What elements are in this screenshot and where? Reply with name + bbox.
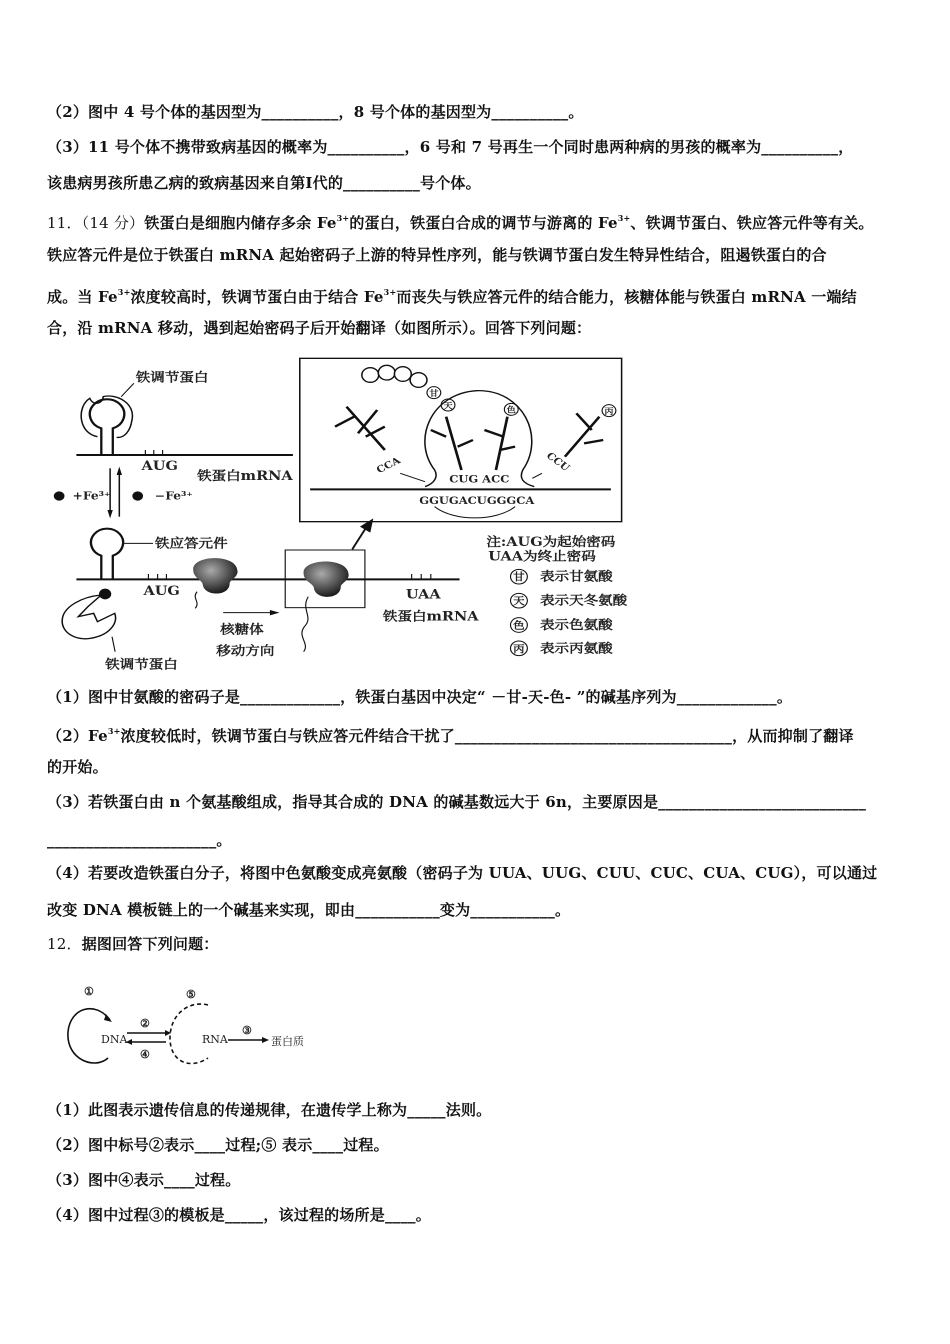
- superscript: 3+: [383, 287, 397, 297]
- legend-symbol: 天: [513, 595, 525, 608]
- anticodons-mid: CUG ACC: [449, 473, 510, 486]
- text-segment: 成。当 Fe: [47, 288, 118, 306]
- label-mrna-bottom: 铁蛋白mRNA: [382, 609, 479, 625]
- text-line: [47, 934, 219, 954]
- label-aug-top: AUG: [141, 458, 178, 474]
- label-1: ①: [84, 985, 94, 998]
- trna-right: [565, 413, 603, 456]
- text-segment: 的开始。: [47, 758, 108, 776]
- superscript: 3+: [336, 213, 350, 223]
- text-line: [47, 102, 584, 122]
- legend-text: 表示甘氨酸: [540, 569, 613, 585]
- text-segment: 11．（14 分）: [47, 214, 145, 232]
- superscript: 3+: [107, 726, 121, 736]
- ire-stem-loop-top: [90, 399, 124, 455]
- text-line: [47, 137, 853, 157]
- text-segment: 、铁调节蛋白、铁应答元件等有关。: [630, 214, 874, 232]
- label-4: ④: [140, 1048, 150, 1061]
- label-2: ②: [140, 1017, 150, 1030]
- trna-mid-1: [431, 417, 473, 470]
- note-start-codon: 注:AUG为起始密码: [486, 534, 616, 550]
- fe-ion-dot: [54, 491, 65, 500]
- text-segment: （4）图中过程③的模板是_____，该过程的场所是____。: [47, 1206, 431, 1224]
- text-line: [47, 687, 792, 707]
- text-segment: （4）若要改造铁蛋白分子，将图中色氨酸变成亮氨酸（密码子为 UUA、UUG、CUU、CUC、CUA、CUG），可以通过: [47, 864, 878, 882]
- text-segment: （2）图中 4 号个体的基因型为__________，8 号个体的基因型为__________。: [47, 103, 584, 121]
- label-uaa: UAA: [405, 587, 441, 603]
- text-line: [47, 173, 481, 193]
- aa-trp-label: 色: [506, 406, 516, 416]
- label-ribosome: 核糖体: [220, 622, 264, 638]
- legend-symbol: 丙: [513, 643, 525, 656]
- text-line: [47, 1170, 240, 1190]
- text-segment: 而丧失与铁应答元件的结合能力，核糖体能与铁蛋白 mRNA 一端结: [396, 288, 857, 306]
- text-segment: （2）图中标号②表示____过程;⑤ 表示____过程。: [47, 1136, 389, 1154]
- legend-symbol: 甘: [513, 571, 525, 584]
- text-segment: （1）图中甘氨酸的密码子是_____________，铁蛋白基因中决定“ －甘-天-色- ”的碱基序列为_____________。: [47, 688, 793, 706]
- text-line: [47, 245, 827, 265]
- text-line: [47, 1205, 431, 1225]
- inset-mrna-sequence: GGUGACUGGGCA: [419, 494, 535, 507]
- text-segment: 浓度较高时，铁调节蛋白由于结合 Fe: [130, 288, 384, 306]
- text-segment: 改变 DNA 模板链上的一个碱基来实现，即由___________变为___________。: [47, 901, 571, 919]
- polypeptide-chain: [362, 365, 427, 387]
- label-aug-bottom: AUG: [143, 583, 180, 599]
- text-line: [47, 1100, 491, 1120]
- text-line: [47, 863, 877, 883]
- fe-ion-dot: [132, 491, 143, 500]
- superscript: 3+: [117, 287, 131, 297]
- text-segment: 的蛋白，铁蛋白合成的调节与游离的 Fe: [349, 214, 618, 232]
- legend: [512, 569, 628, 656]
- text-segment: 该患病男孩所患乙病的致病基因来自第Ⅰ代的__________号个体。: [47, 174, 481, 192]
- ribosome-1: [193, 558, 237, 593]
- superscript: 3+: [617, 213, 631, 223]
- anticodon-right: CCU: [543, 450, 572, 474]
- ribosome-2: [304, 561, 349, 596]
- anticodon-left: CCA: [374, 455, 403, 476]
- text-segment: 浓度较低时，铁调节蛋白与铁应答元件结合干扰了____________________________________，从而抑制了翻译: [120, 727, 854, 745]
- label-plus-fe: +Fe³⁺: [72, 489, 111, 503]
- text-line: [47, 830, 232, 850]
- text-segment: （3）若铁蛋白由 n 个氨基酸组成，指导其合成的 DNA 的碱基数远大于 6n，主要原因是___________________________: [47, 793, 867, 811]
- text-segment: （1）此图表示遗传信息的传递规律，在遗传学上称为_____法则。: [47, 1101, 492, 1119]
- iron-regulatory-protein-bottom: [62, 595, 115, 639]
- ferritin-translation-diagram: [40, 350, 640, 670]
- text-line: [47, 282, 857, 307]
- legend-symbol: 色: [513, 619, 525, 632]
- label-rna: RNA: [202, 1033, 228, 1046]
- label-5: ⑤: [186, 988, 196, 1001]
- label-dna: DNA: [101, 1033, 128, 1046]
- trna-left: [335, 407, 385, 450]
- text-segment: 12．: [47, 935, 82, 953]
- text-segment: （3）图中④表示____过程。: [47, 1171, 241, 1189]
- label-3: ③: [242, 1024, 252, 1037]
- trna-mid-2: [484, 417, 515, 470]
- text-line: [47, 1135, 389, 1155]
- text-segment: 铁蛋白是细胞内储存多余 Fe: [144, 214, 337, 232]
- text-line: [47, 721, 854, 746]
- text-line: [47, 900, 570, 920]
- text-segment: ______________________。: [47, 831, 232, 849]
- text-segment: （2）Fe: [47, 727, 108, 745]
- label-mrna-top: 铁蛋白mRNA: [197, 468, 293, 484]
- note-stop-codon: UAA为终止密码: [488, 549, 596, 565]
- label-ire: 铁应答元件: [154, 536, 228, 552]
- central-dogma-diagram: [40, 970, 360, 1090]
- label-move-direction: 移动方向: [216, 643, 275, 659]
- aa-ala-label: 丙: [604, 407, 614, 417]
- text-line: [47, 757, 108, 777]
- ire-stem-loop-bottom: [91, 529, 123, 580]
- text-line: [47, 318, 591, 338]
- label-iron-regulatory-protein-top: 铁调节蛋白: [135, 370, 209, 386]
- fe-ion-dot: [99, 589, 111, 600]
- text-segment: 据图回答下列问题：: [81, 935, 219, 953]
- legend-text: 表示色氨酸: [540, 617, 613, 633]
- aa-asp-label: 天: [443, 401, 453, 412]
- label-iron-regulatory-protein-bottom: 铁调节蛋白: [105, 657, 178, 670]
- text-line: [47, 792, 866, 812]
- text-line: [47, 208, 874, 233]
- legend-text: 表示天冬氨酸: [540, 593, 628, 609]
- text-segment: 合，沿 mRNA 移动，遇到起始密码子后开始翻译（如图所示）。回答下列问题：: [47, 319, 592, 337]
- label-protein: 蛋白质: [271, 1035, 304, 1048]
- text-segment: （3）11 号个体不携带致病基因的概率为__________，6 号和 7 号再生一个同时患两种病的男孩的概率为__________，: [47, 138, 854, 156]
- aa-gly-label: 甘: [429, 389, 439, 399]
- text-segment: 铁应答元件是位于铁蛋白 mRNA 起始密码子上游的特异性序列，能与铁调节蛋白发生特异性结合，阻遏铁蛋白的合: [47, 246, 827, 264]
- legend-text: 表示丙氨酸: [540, 641, 613, 657]
- label-minus-fe: −Fe³⁺: [154, 489, 193, 503]
